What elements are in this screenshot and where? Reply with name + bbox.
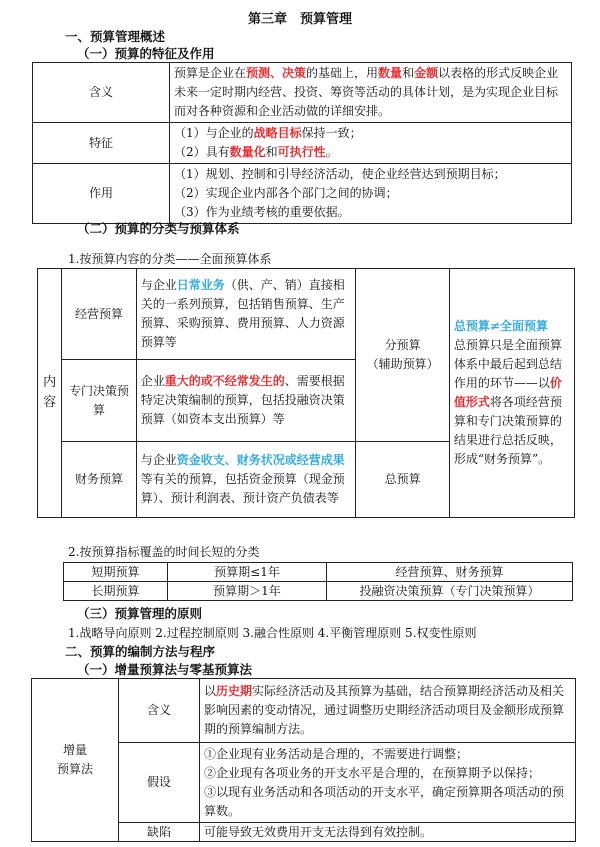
subsection-heading: （一）预算的特征及作用 — [77, 46, 215, 61]
features-table — [32, 62, 572, 224]
cell: 短期预算 — [64, 563, 168, 582]
assumption-cell — [200, 743, 576, 823]
desc-cell — [136, 269, 356, 360]
incremental-budget-table — [31, 678, 576, 842]
section-heading: 二、预算的编制方法与程序 — [65, 644, 216, 659]
highlight: 可执行性 — [277, 145, 326, 159]
text: ③以现有业务活动和各项活动的开支水平，确定预算期各项活动的预算数。 — [204, 784, 565, 818]
cell: 投融资决策预算（专门决策预算） — [327, 582, 573, 601]
text: 预算法 — [56, 762, 93, 776]
desc-cell — [136, 442, 356, 518]
highlight: 资金收支、财务状况或经营成果 — [176, 453, 345, 467]
subsection-heading: （一）增量预算法与零基预算法 — [77, 662, 253, 677]
row-label: 含义 — [119, 679, 200, 743]
principles-list: 1.战略导向原则 2.过程控制原则 3.融合性原则 4.平衡管理原则 5.权变性原则 — [68, 626, 477, 640]
note-cell — [449, 269, 574, 518]
period-table — [63, 562, 573, 601]
row-label: 假设 — [119, 743, 200, 823]
mid-cell — [356, 269, 450, 442]
budget-system-table — [37, 268, 575, 518]
desc-cell — [136, 360, 356, 442]
text: 、需要根据特定决策编制的预算，包括投融资决策预算（如资本支出预算）等 — [140, 374, 345, 426]
feature-cell — [170, 123, 572, 164]
text: ②企业现有各项业务的开支水平是合理的，在预算期予以保持； — [204, 765, 541, 780]
text: （3）作为业绩考核的重要依据。 — [174, 205, 350, 219]
subsection-heading: （三）预算管理的原则 — [77, 606, 203, 621]
row-label: 专门决策预算 — [62, 360, 137, 442]
text: （1）与企业的 — [174, 126, 254, 140]
definition-cell — [200, 679, 576, 743]
text: 预算是企业在 — [174, 66, 247, 80]
defect-cell: 可能导致无效费用开支无法得到有效控制。 — [200, 823, 576, 842]
highlight: 日常业务 — [176, 278, 225, 292]
text: 增量 — [62, 743, 87, 757]
highlight: 数量化 — [229, 145, 266, 159]
row-label: 作用 — [33, 164, 170, 224]
text: 与企业 — [140, 453, 177, 467]
text: 内容 — [43, 375, 57, 410]
highlight: 金额 — [414, 66, 439, 80]
row-label: 财务预算 — [62, 442, 137, 518]
mid-cell: 总预算 — [356, 442, 450, 518]
text: （辅助预算） — [366, 357, 439, 371]
text: 将各项经营预算和专门决策预算的结果进行总括反映，形成“财务预算”。 — [453, 395, 562, 466]
cell: 经营预算、财务预算 — [327, 563, 573, 582]
text: 与企业 — [140, 278, 177, 292]
side-label — [32, 679, 119, 842]
text: （2）实现企业内部各个部门之间的协调； — [174, 186, 398, 200]
text: 和 — [402, 66, 415, 80]
row-label: 特征 — [33, 123, 170, 164]
text: 等有关的预算，包括资金预算（现金预算）、预计利润表、预计资产负债表等 — [140, 472, 345, 505]
text: ①企业现有业务活动是合理的，不需要进行调整； — [204, 746, 469, 761]
text: 以表格的形式反映企业未来一定时期内经营、投资、筹资等活动的具体计划，是为实现企业目标而对各种资源和企业活动做的详细安排。 — [174, 66, 559, 118]
text: 分预算 — [384, 338, 421, 352]
text: 企业 — [140, 374, 165, 388]
highlight: 总预算≠全面预算 — [453, 319, 548, 333]
sub-heading: 2.按预算指标覆盖的时间长短的分类 — [68, 545, 260, 559]
text: 和 — [265, 145, 278, 159]
cell: 预算期＞1年 — [168, 582, 327, 601]
text: 。 — [325, 145, 338, 159]
cell: 预算期≤1年 — [168, 563, 327, 582]
highlight: 预测、决策 — [246, 66, 307, 80]
text: （供、产、销）直接相关的一系列预算，包括销售预算、生产预算、采购预算、费用预算、人力资源预算等 — [140, 278, 345, 349]
section-heading: 一、预算管理概述 — [65, 29, 166, 44]
text: （2）具有 — [174, 145, 230, 159]
side-label — [38, 269, 62, 518]
text: 的基础上，用 — [306, 66, 379, 80]
highlight: 价值形式 — [453, 376, 562, 409]
text: 总预算只是全面预算体系中最后起到总结作用的环节——以 — [453, 338, 562, 390]
sub-heading: 1.按预算内容的分类——全面预算体系 — [68, 252, 272, 266]
function-cell — [170, 164, 572, 224]
highlight: 战略目标 — [253, 126, 302, 140]
highlight: 重大的或不经常发生的 — [164, 374, 285, 388]
text: 以 — [204, 684, 217, 698]
row-label: 缺陷 — [119, 823, 200, 842]
highlight: 数量 — [378, 66, 403, 80]
definition-cell — [170, 63, 572, 123]
text: 保持一致； — [301, 126, 362, 140]
page-title: 第三章 预算管理 — [247, 12, 352, 27]
text: 实际经济活动及其预算为基础，结合预算期经济活动及相关影响因素的变动情况，通过调整历史期经济活动项目及金额形成预算期的预算编制方法。 — [204, 684, 565, 736]
cell: 长期预算 — [64, 582, 168, 601]
row-label: 含义 — [33, 63, 170, 123]
text: （1）规划、控制和引导经济活动，使企业经营达到预期目标； — [174, 167, 506, 181]
row-label: 经营预算 — [62, 269, 137, 360]
highlight: 历史期 — [216, 684, 253, 698]
subsection-heading: （二）预算的分类与预算体系 — [77, 221, 240, 236]
